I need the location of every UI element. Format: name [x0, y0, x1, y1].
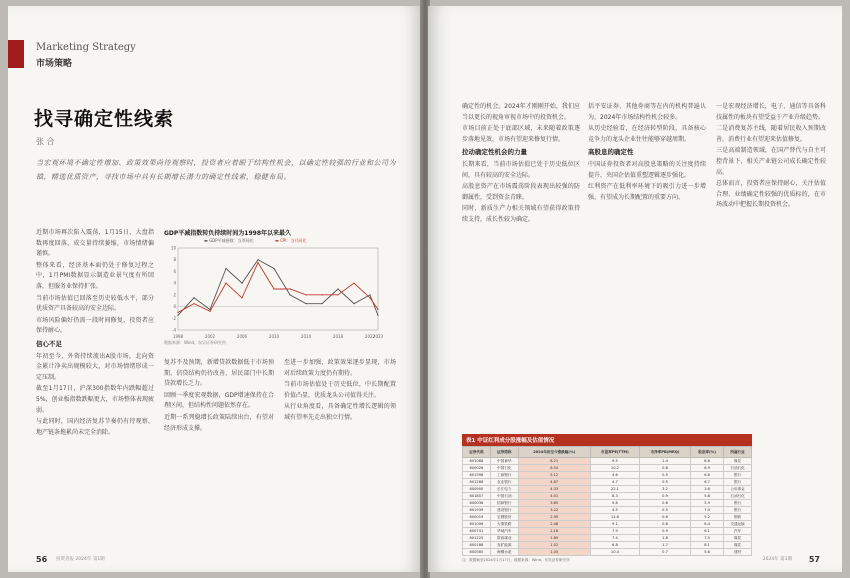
data-point [321, 303, 322, 304]
table-cell: 汽车 [724, 528, 752, 535]
x-tick-label: 2023 [372, 334, 384, 339]
legend-item: ▬ CPI：当月同比 [274, 238, 307, 243]
table-cell: 1.4 [640, 458, 691, 465]
data-point [377, 315, 378, 316]
table-cell: 5.6 [590, 500, 639, 507]
chart-title: GDP平减指数转负持续时间为1998年以来最久 [164, 230, 292, 237]
data-point [369, 297, 370, 298]
table-body [463, 458, 752, 556]
data-point [337, 288, 338, 289]
section-title-cn: 市场策略 [36, 59, 73, 69]
table-cell: 0.5 [640, 479, 691, 486]
table-cell: 3.65 [518, 500, 590, 507]
table-cell: 5.12 [518, 472, 590, 479]
table-cell: 中国石化 [490, 465, 518, 472]
page-footer: 2024年 第1期 [762, 557, 792, 562]
paragraph: 高股息资产在市场震荡阶段表现出较强的防御属性，受到资金青睐。 [462, 183, 580, 201]
table-cell: 兖矿能源 [490, 542, 518, 549]
table-cell: 22.1 [590, 486, 639, 493]
x-tick-label: 2022 [364, 334, 376, 339]
table-cell: 2.16 [518, 528, 590, 535]
y-tick-label: 2 [173, 292, 176, 298]
table-row [463, 458, 752, 465]
table-cell: 600585 [463, 549, 491, 556]
table-cell: 7.9 [590, 528, 639, 535]
section-marker [8, 40, 24, 68]
left-column-2 [164, 358, 274, 435]
table-cell: 601857 [463, 493, 491, 500]
table-cell: 石油石化 [724, 493, 752, 500]
paragraph: 长期来看，当前市场估值已处于历史低位区间，具有较高的安全边际。 [462, 160, 580, 179]
table-cell: 6.8 [691, 472, 724, 479]
y-tick-label: 4 [173, 280, 176, 286]
paragraph: 红利资产在低利率环境下的吸引力进一步增强，有望成为长期配置的重要方向。 [588, 183, 706, 201]
subheading: 高股息的确定性 [588, 148, 634, 157]
table-cell: 银行 [724, 507, 752, 514]
table-cell: 8.1 [691, 542, 724, 549]
series-line-2 [178, 263, 378, 313]
table-cell: 1.7 [640, 542, 691, 549]
x-tick-label: 2018 [332, 334, 344, 339]
table-cell: 大秦铁路 [490, 521, 518, 528]
subheading: 信心不足 [36, 339, 62, 348]
table-cell: 宝钢股份 [490, 514, 518, 521]
dividend-table [462, 434, 752, 562]
table-row [463, 514, 752, 521]
table-header-cell: 证券简称 [490, 447, 518, 458]
article-lead: 当宏观环境不确定性增加、政策效果尚待观察时，投资者应着眼于结构性机会，以确定性较强的行业和公司为锚，精选优质资产，寻找市场中具有长期增长潜力的确定性线索，稳健布局。 [36, 159, 396, 181]
table-cell: 6.7 [691, 479, 724, 486]
table-cell: 钢铁 [724, 514, 752, 521]
paragraph: 确定性的机会。2024年才刚刚开始，我们应当以更长的视角审视市场中的投资机会。 [462, 103, 580, 121]
table-cell: 6.54 [518, 465, 590, 472]
table-header-row [463, 447, 752, 458]
table-cell: 601225 [463, 535, 491, 542]
data-point [377, 309, 378, 310]
table-cell: 煤炭 [724, 535, 752, 542]
paragraph: 当前市场估值处于历史低位，中长期配置价值凸显，优质龙头公司值得关注。 [284, 381, 396, 399]
data-point [369, 294, 370, 295]
right-column-1 [462, 102, 580, 227]
table-cell: 0.9 [640, 528, 691, 535]
data-point [257, 259, 258, 260]
right-page [428, 6, 842, 572]
table-row [463, 479, 752, 486]
table-cell: 1.05 [518, 549, 590, 556]
table-cell: 0.7 [640, 549, 691, 556]
legend-label: GDP平减指数：当季同比 [209, 238, 254, 243]
table-cell: 601006 [463, 521, 491, 528]
data-point [305, 294, 306, 295]
left-column-3 [284, 358, 396, 425]
data-point [177, 312, 178, 313]
chart-source: 数据来源：Wind，东吴证券研究所 [164, 340, 227, 345]
paragraph: 一是宏观经济增长，电子、通信等具备科技属性的板块有望受益于产业升级趋势。 [716, 103, 826, 121]
table-cell: 6.4 [691, 521, 724, 528]
table-row [463, 528, 752, 535]
table-cell: 5.6 [691, 549, 724, 556]
table-cell: 8.6 [691, 458, 724, 465]
table-cell: 2.48 [518, 521, 590, 528]
table-cell: 1.52 [518, 542, 590, 549]
paragraph: 从历史经验看，在经济转型阶段，具备核心竞争力的龙头企业往往能够穿越周期。 [588, 125, 706, 143]
table-cell: 工商银行 [490, 472, 518, 479]
table-cell: 建设银行 [490, 507, 518, 514]
table-row [463, 535, 752, 542]
table-cell: 5.8 [691, 493, 724, 500]
table-cell: 601398 [463, 472, 491, 479]
x-tick-label: 2006 [236, 334, 248, 339]
y-tick-label: 10 [170, 245, 176, 251]
table-cell: 0.5 [640, 507, 691, 514]
table-cell: 中国神华 [490, 458, 518, 465]
paragraph: 与此同时，国内经济复苏节奏仍有待观察，地产链条拖累尚未完全消除。 [36, 418, 154, 436]
page-number: 56 [36, 555, 48, 564]
table-cell: 银行 [724, 472, 752, 479]
table-note: 注：数据截至2024年1月17日；数据来源：Wind，东吴证券研究所 [462, 558, 570, 562]
data-point [353, 303, 354, 304]
table-header-cell: 所属行业 [724, 447, 752, 458]
table-cell: 4.6 [590, 472, 639, 479]
data-point [193, 297, 194, 298]
right-column-2 [588, 102, 706, 204]
x-tick-label: 2002 [204, 334, 216, 339]
table-cell: 0.6 [640, 514, 691, 521]
paragraph: 中国证券投资者对高股息策略的关注度持续提升，央国企估值重塑逻辑逐步强化。 [588, 160, 706, 179]
paragraph: 至进一步加强，政策效果逐步显现，市场对后续政策力度仍有期待。 [284, 359, 396, 377]
paragraph: 近期市场再次陷入震荡，1月15日，大盘指数再度回落，成交量持续萎缩，市场情绪偏谨慎。 [36, 229, 154, 258]
table-cell: 0.9 [640, 493, 691, 500]
data-point [353, 283, 354, 284]
y-tick-label: 0 [173, 304, 176, 310]
y-tick-label: 6 [173, 268, 176, 274]
table-header-cell: 股息率(%) [691, 447, 724, 458]
table-row [463, 465, 752, 472]
table-cell: 9.1 [590, 521, 639, 528]
table-cell: 600188 [463, 542, 491, 549]
table-cell: 1.8 [640, 535, 691, 542]
table-cell: 石油石化 [724, 465, 752, 472]
gdp-deflator-chart [164, 228, 394, 346]
data-point [225, 283, 226, 284]
table-cell: 10.4 [590, 549, 639, 556]
table-row [463, 472, 752, 479]
table-header-cell: 2024年初至今涨跌幅(%) [518, 447, 590, 458]
table-cell: 8.21 [518, 458, 590, 465]
table-cell: 银行 [724, 500, 752, 507]
table-header-cell: 市盈率PE(TTM) [590, 447, 639, 458]
paragraph: 市场目前正处于底部区域，未来随着政策逐步落地见效，市场有望迎来修复行情。 [462, 125, 580, 143]
table-cell: 3.6 [691, 486, 724, 493]
paragraph: 回顾一季度宏观数据，GDP增速保持在合理区间，但结构性问题依然存在。 [164, 391, 274, 410]
table-row [463, 507, 752, 514]
data-point [241, 297, 242, 298]
data-point [193, 303, 194, 304]
table-cell: 招商银行 [490, 500, 518, 507]
data-point [241, 283, 242, 284]
table-cell: 2.95 [518, 514, 590, 521]
table-cell: 4.7 [590, 479, 639, 486]
paragraph: 从行业角度看，具备确定性增长逻辑的领域有望率先走出独立行情。 [284, 403, 396, 421]
table-cell: 600741 [463, 528, 491, 535]
legend-item: ▬ GDP平减指数：当季同比 [204, 238, 254, 243]
table-cell: 0.5 [640, 472, 691, 479]
paragraph: 近期一系列稳增长政策陆续出台，有望对经济形成支撑。 [164, 413, 274, 432]
table-cell: 601088 [463, 458, 491, 465]
table-cell: 交通运输 [724, 521, 752, 528]
paragraph: 年初至今，外资持续流出A股市场，北向资金累计净卖出规模较大，对市场情绪形成一定压制。 [36, 352, 154, 381]
table-row [463, 521, 752, 528]
data-point [321, 294, 322, 295]
table-cell: 3.2 [640, 486, 691, 493]
paragraph: 总体而言，投资者应保持耐心，关注估值合理、业绩确定性较强的优质标的，在市场波动中把握长期投资机会。 [716, 180, 826, 209]
table-row [463, 549, 752, 556]
section-title-en: Marketing Strategy [36, 42, 136, 53]
table-cell: 5.2 [691, 514, 724, 521]
table-cell: 公用事业 [724, 486, 752, 493]
table-cell: 4.01 [518, 493, 590, 500]
data-point [257, 262, 258, 263]
y-tick-label: -4 [172, 327, 176, 333]
table-cell: 7.0 [691, 507, 724, 514]
page-number: 57 [808, 555, 820, 564]
chart-plot [164, 242, 394, 342]
table-cell: 6.1 [691, 528, 724, 535]
table-cell: 农业银行 [490, 479, 518, 486]
paragraph: 截至1月17日，沪深300指数年内跌幅超过5%，创业板指数跌幅更大，市场整体表现疲弱。 [36, 385, 154, 414]
table-cell: 银行 [724, 479, 752, 486]
paragraph: 二是消费复苏主线，随着居民收入预期改善，消费行业有望迎来估值修复。 [716, 125, 826, 143]
subheading: 拉动确定性机会的力量 [462, 148, 527, 157]
table-cell: 4.87 [518, 479, 590, 486]
table-cell: 4.33 [518, 486, 590, 493]
table-cell: 海螺水泥 [490, 549, 518, 556]
table-cell: 10.2 [590, 465, 639, 472]
data-point [289, 294, 290, 295]
x-tick-label: 2010 [268, 334, 280, 339]
table-cell: 0.8 [640, 521, 691, 528]
table-cell: 601288 [463, 479, 491, 486]
data-point [289, 288, 290, 289]
paragraph: 三是高端制造领域，在国产替代与自主可控背景下，相关产业链公司成长确定性较高。 [716, 147, 826, 176]
table-cell: 5.9 [691, 500, 724, 507]
article-title: 找寻确定性线索 [34, 108, 175, 130]
page-footer: 投资者报 2024年 第1期 [56, 557, 105, 562]
legend-label: CPI：当月同比 [280, 238, 307, 243]
table-cell: 8.3 [590, 493, 639, 500]
table-title: 表1 中证红利成分股涨幅及估值情况 [462, 434, 752, 446]
data-point [273, 268, 274, 269]
table-cell: 12.6 [590, 514, 639, 521]
table-row [463, 486, 752, 493]
table-cell: 600900 [463, 486, 491, 493]
table-row [463, 493, 752, 500]
table-cell: 建材 [724, 549, 752, 556]
table-cell: 0.8 [640, 500, 691, 507]
table-header-cell: 市净率PB(MRQ) [640, 447, 691, 458]
paragraph: 同时，新质生产力相关领域有望获得政策持续支持，成长性较为确定。 [462, 205, 580, 223]
data-point [225, 268, 226, 269]
paragraph: 市场风险偏好仍需一段时间修复，投资者应保持耐心。 [36, 316, 154, 335]
table-row [463, 500, 752, 507]
table-cell: 1.89 [518, 535, 590, 542]
data-point [177, 315, 178, 316]
x-tick-label: 2014 [300, 334, 312, 339]
paragraph: 括平安证券、其他券商等在内的机构普遍认为，2024年市场结构性机会较多。 [588, 103, 706, 121]
table-cell: 陕西煤业 [490, 535, 518, 542]
table-cell: 煤炭 [724, 542, 752, 549]
table-cell: 7.5 [691, 535, 724, 542]
table-cell: 6.8 [590, 542, 639, 549]
paragraph: 当前市场估值已回落至历史较低水平，部分优质资产具备较高的安全边际。 [36, 294, 154, 313]
table-cell: 3.22 [518, 507, 590, 514]
data-point [209, 311, 210, 312]
table-cell: 6.9 [691, 465, 724, 472]
table-cell: 600028 [463, 465, 491, 472]
paragraph: 复苏不及预期，新增贷款数据低于市场预期，信贷结构仍待改善，居民部门中长期贷款增长乏力。 [164, 359, 274, 388]
left-page [8, 6, 422, 572]
y-tick-label: 8 [173, 257, 176, 263]
table-row [463, 542, 752, 549]
table-cell: 煤炭 [724, 458, 752, 465]
data-point [305, 303, 306, 304]
right-column-3 [716, 102, 826, 212]
left-column-1 [36, 228, 154, 439]
table-cell: 9.5 [590, 458, 639, 465]
table-cell: 长江电力 [490, 486, 518, 493]
table-cell: 华域汽车 [490, 528, 518, 535]
table-header-cell: 证券代码 [463, 447, 491, 458]
table-cell: 0.8 [640, 465, 691, 472]
y-tick-label: -2 [172, 315, 176, 321]
table-cell: 600036 [463, 500, 491, 507]
data-point [273, 288, 274, 289]
table-cell: 600019 [463, 514, 491, 521]
article-author: 张 合 [36, 137, 55, 146]
data-table [462, 446, 752, 556]
table-cell: 4.5 [590, 507, 639, 514]
data-point [337, 294, 338, 295]
table-cell: 601939 [463, 507, 491, 514]
table-cell: 7.4 [590, 535, 639, 542]
table-cell: 中国石油 [490, 493, 518, 500]
x-tick-label: 1998 [172, 334, 184, 339]
paragraph: 整体来看，经济基本面仍处于修复过程之中，1月PMI数据显示制造业景气度有所回落，但服务业保持扩张。 [36, 261, 154, 290]
